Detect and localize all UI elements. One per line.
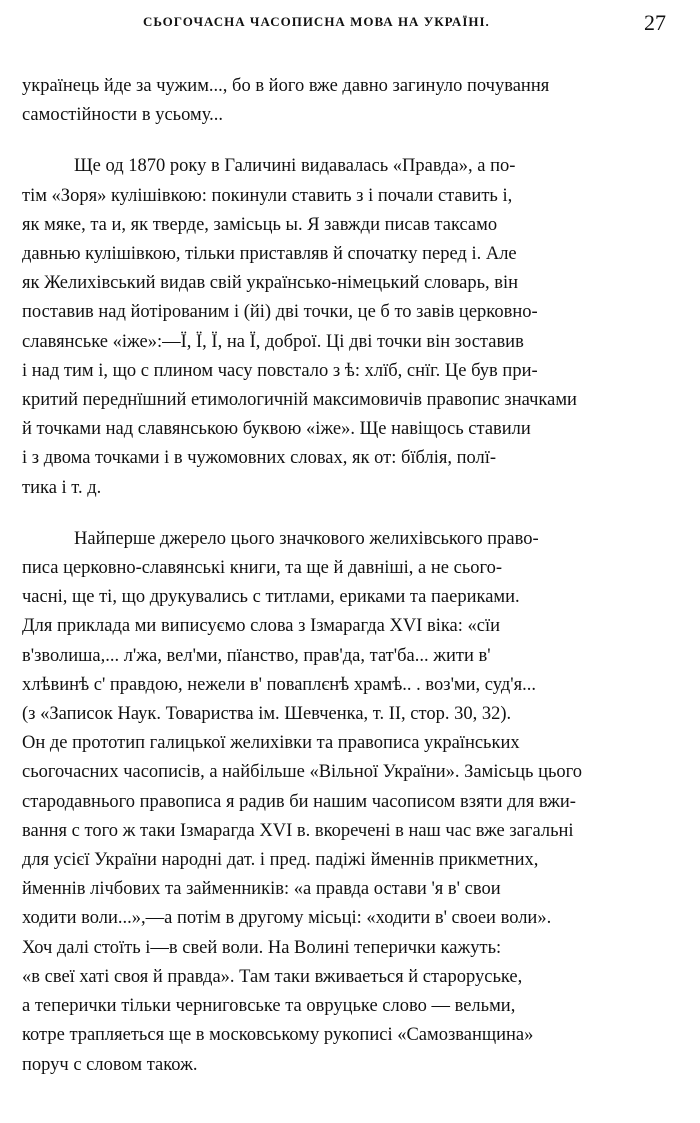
text-line: Для приклада ми виписуємо слова з Ізмарагда XVI віка: «сїи xyxy=(22,616,501,637)
paragraph-orthography-source xyxy=(22,525,682,1080)
text-line: й точками над славянською буквою «іже». Ще навіщось ставили xyxy=(22,419,531,440)
text-line: Найперше джерело цього значкового желихівського право- xyxy=(74,528,539,549)
text-line: тика і т. д. xyxy=(22,477,102,498)
paragraph-pravda-history xyxy=(22,152,682,502)
text-line: вання с того ж таки Ізмарагда XVI в. вкоречені в наш час вже загальні xyxy=(22,820,574,841)
text-line: а теперички тільки черниговське та овруцьке слово — вельми, xyxy=(22,996,516,1017)
text-line: поруч с словом також. xyxy=(22,1054,198,1075)
body-text xyxy=(22,72,682,1080)
text-line: (з «Записок Наук. Товариства ім. Шевченка, т. II, стор. 30, 32). xyxy=(22,704,512,725)
text-line: йменнів лічбових та займенників: «а правда остави 'я в' свои xyxy=(22,879,501,900)
text-line: стародавнього правописа я радив би нашим часописом взяти для вжи- xyxy=(22,791,576,812)
text-line: ходити воли...»,—а потім в другому місьці: «ходити в' своеи воли». xyxy=(22,908,552,929)
text-line: славянське «іже»:—Ї, Ї, Ї, на Ї, доброї. Ці дві точки він зоставив xyxy=(22,331,524,352)
text-line: Ще од 1870 року в Галичині видавалась «Правда», а по- xyxy=(74,156,516,177)
page-number: 27 xyxy=(644,10,666,35)
text-line: українець йде за чужим..., бо в його вже давно загинуло почування xyxy=(22,76,550,96)
text-line: тім «Зоря» кулішівкою: покинули ставить з і почали ставить і, xyxy=(22,185,513,206)
text-line: і з двома точками і в чужомовних словах, як от: бїблія, полї- xyxy=(22,448,497,469)
running-title: СЬОГОЧАСНА ЧАСОПИСНА МОВА НА УКРАЇНІ. xyxy=(143,14,490,29)
text-line: часні, ще ті, що друкувались с титлами, ериками та паериками. xyxy=(22,587,520,608)
text-line: як Желихівський видав свій українсько-німецький словарь, він xyxy=(22,273,519,294)
text-line: самостійности в усьому... xyxy=(22,105,223,126)
text-line: хлѣвинѣ с' правдою, нежели в' поваплєнѣ храмѣ.. . воз'ми, суд'я... xyxy=(22,674,536,695)
text-line: як мяке, та и, як тверде, замісьць ы. Я завжди писав таксамо xyxy=(22,214,498,235)
text-line: критий переднїшний етимологичній максимовичів правопис значками xyxy=(22,390,577,411)
text-line: сьогочасних часописів, а найбільше «Вільної України». Замісьць цього xyxy=(22,762,583,783)
text-line: давнью кулішівкою, тільки приставляв й спочатку перед і. Але xyxy=(22,244,517,265)
text-line: «в свеї хаті своя й правда». Там таки вживаеться й староруське, xyxy=(22,966,523,987)
paragraph-continuation xyxy=(22,72,682,130)
text-line: писа церковно-славянські книги, та ще й давніші, а не сього- xyxy=(22,558,503,579)
text-line: і над тим і, що с плином часу повстало з ѣ: хлїб, снїг. Це був при- xyxy=(22,360,538,381)
text-line: котре трапляеться ще в московському рукописі «Самозванщина» xyxy=(22,1025,534,1046)
text-line: Хоч далі стоїть і—в свей воли. На Волині теперички кажуть: xyxy=(22,937,502,958)
text-line: в'зволиша,... л'жа, вел'ми, пїанство, прав'да, тат'ба... жити в' xyxy=(22,645,491,666)
text-line: Он де прототип галицької желихівки та правописа українських xyxy=(22,733,520,754)
text-line: поставив над йотірованим і (йі) дві точки, це б то завів церковно- xyxy=(22,302,538,323)
text-line: для усієї України народні дат. і пред. падіжі йменнів прикметних, xyxy=(22,850,539,871)
